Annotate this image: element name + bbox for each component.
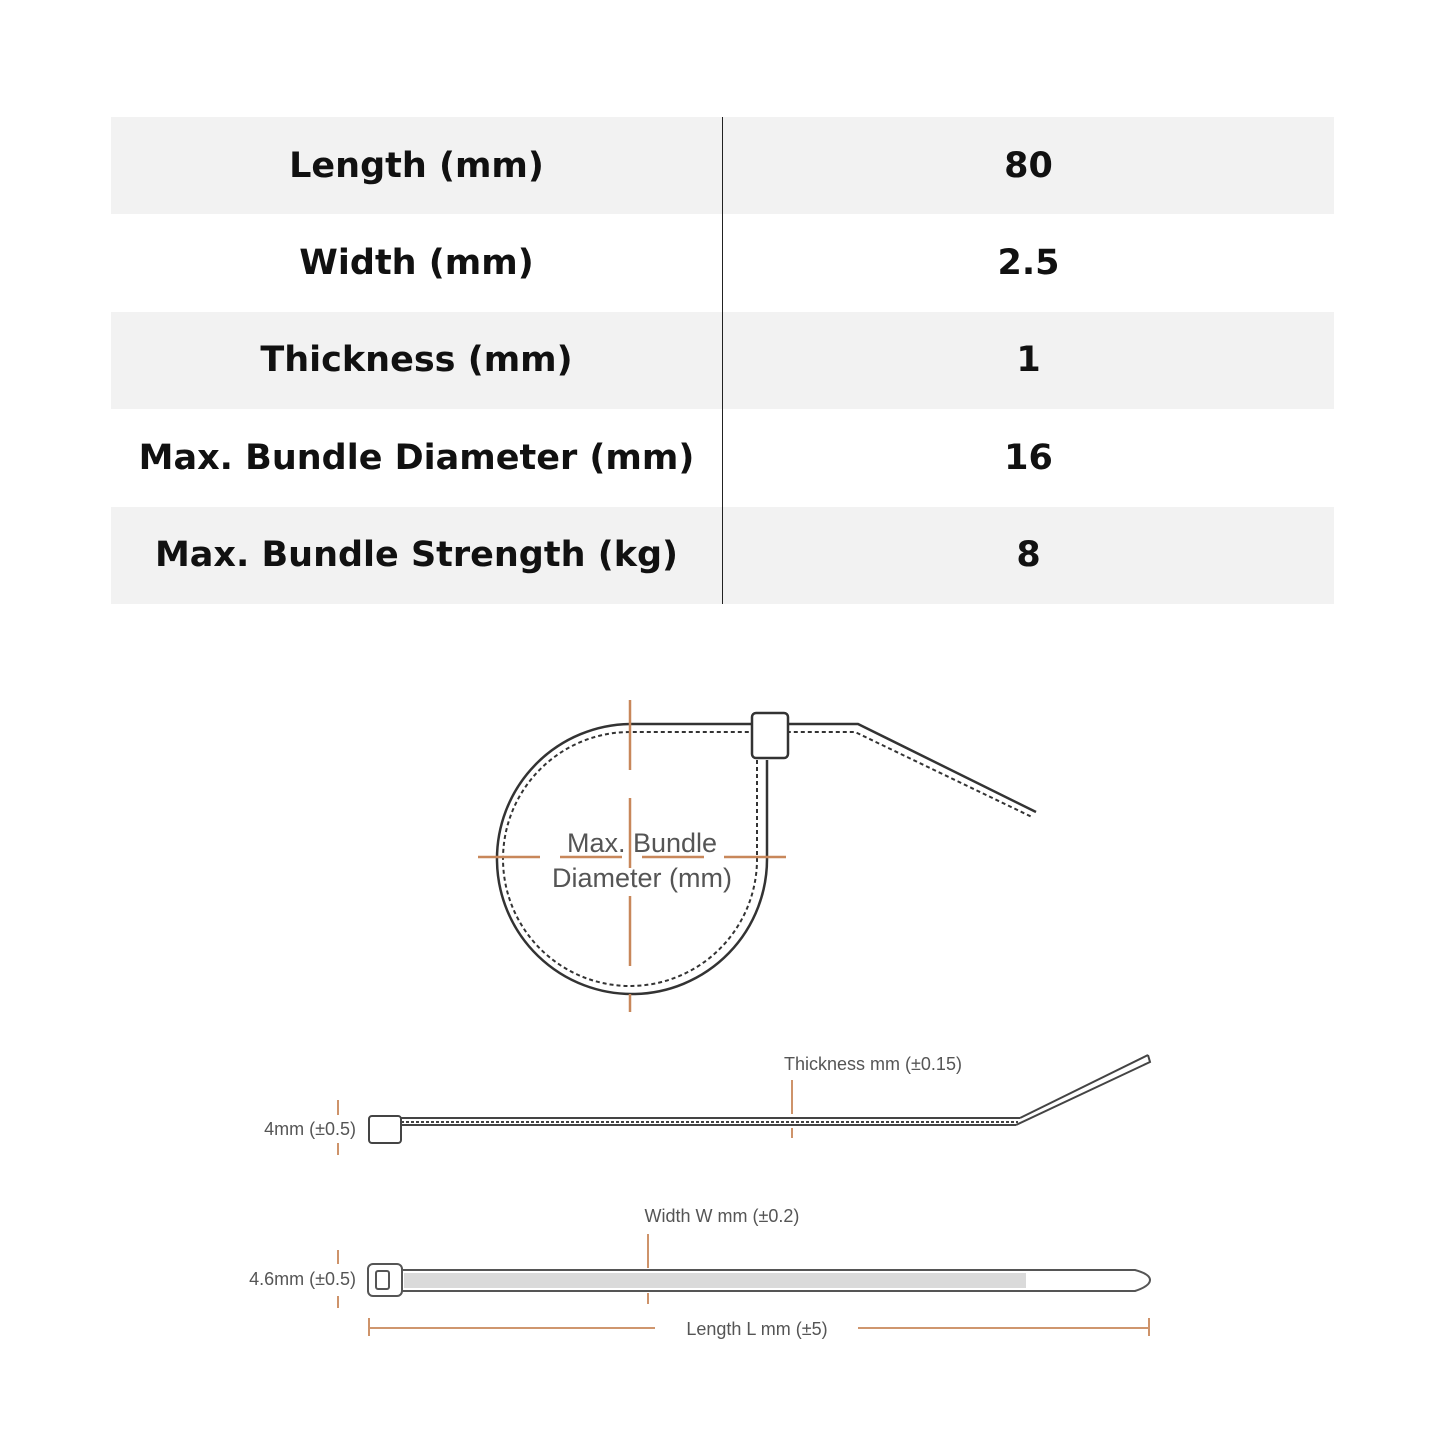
thickness-label: Thickness mm (±0.15) bbox=[784, 1054, 962, 1074]
side-view-tie bbox=[369, 1055, 1150, 1143]
spec-label: Thickness (mm) bbox=[111, 312, 723, 409]
bundle-diameter-label: Max. Bundle bbox=[566, 828, 718, 858]
length-label: Length L mm (±5) bbox=[686, 1319, 828, 1339]
width-label: Width W mm (±0.2) bbox=[644, 1206, 800, 1226]
spec-value: 2.5 bbox=[997, 243, 1060, 284]
spec-value: 1 bbox=[723, 312, 1335, 409]
head-width-label: 4.6mm (±0.5) bbox=[249, 1269, 356, 1289]
spec-value: 8 bbox=[723, 507, 1335, 604]
spec-label: Max. Bundle Strength (kg) bbox=[111, 507, 723, 604]
spec-label: Length (mm) bbox=[111, 117, 723, 214]
spec-label: Width (mm) bbox=[111, 214, 723, 311]
head-height-label: 4mm (±0.5) bbox=[264, 1119, 356, 1139]
bundle-diameter-label-2: Diameter (mm) bbox=[552, 863, 732, 893]
top-view-tie bbox=[368, 1264, 1150, 1296]
spec-value: 16 bbox=[1004, 437, 1053, 478]
spec-label: Max. Bundle Diameter (mm) bbox=[111, 409, 723, 506]
spec-value: 80 bbox=[723, 117, 1335, 214]
